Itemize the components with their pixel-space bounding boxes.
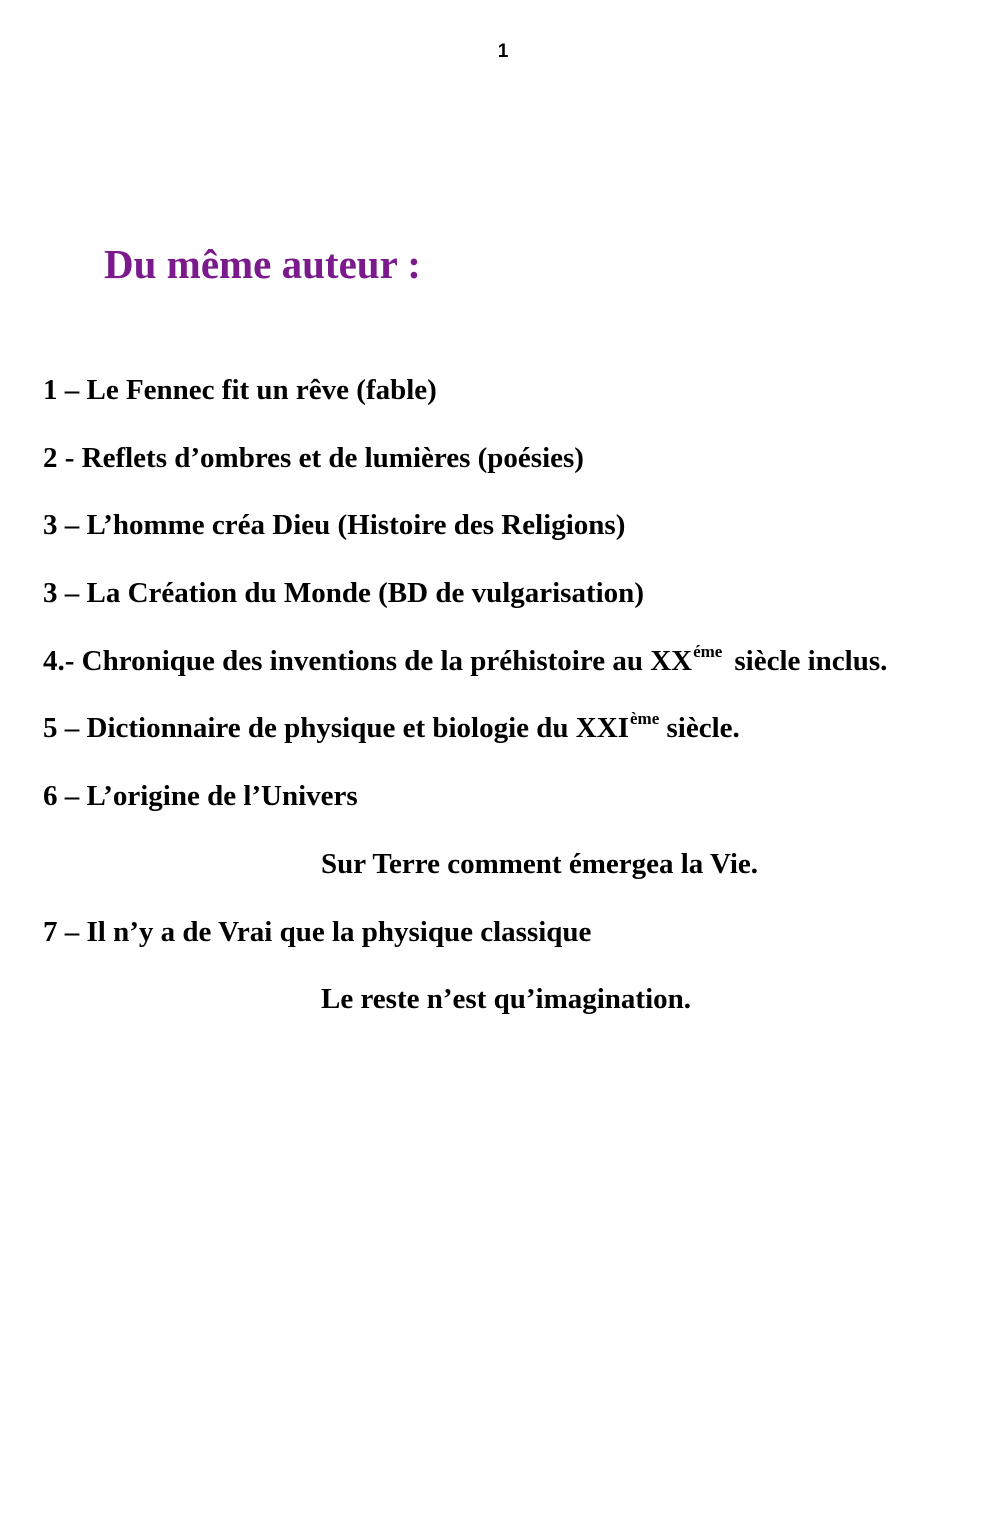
- book-item-6: 6 – L’origine de l’Univers: [43, 780, 358, 812]
- book-item-5: [43, 710, 740, 750]
- book-item-2: 2 - Reflets d’ombres et de lumières (poésies): [43, 442, 584, 474]
- book-item-5-text-end: siècle.: [659, 712, 740, 744]
- book-item-7-continuation: Le reste n’est qu’imagination.: [321, 983, 692, 1015]
- book-item-3: 3 – L’homme créa Dieu (Histoire des Religions): [43, 509, 626, 541]
- book-item-3b: 3 – La Création du Monde (BD de vulgarisation): [43, 577, 644, 609]
- book-item-6-continuation: Sur Terre comment émergea la Vie.: [321, 848, 759, 880]
- book-item-7: 7 – Il n’y a de Vrai que la physique classique: [43, 916, 592, 948]
- book-item-4-text: 4.- Chronique des inventions de la préhistoire au XX: [43, 645, 693, 677]
- book-item-5-text: 5 – Dictionnaire de physique et biologie du XXI: [43, 712, 629, 744]
- book-item-4-superscript: éme: [693, 642, 723, 661]
- book-item-1: 1 – Le Fennec fit un rêve (fable): [43, 374, 437, 406]
- book-item-4: [43, 643, 887, 683]
- book-item-4-text-end: siècle inclus.: [734, 645, 888, 677]
- page-title: Du même auteur :: [104, 241, 421, 287]
- page-number: 1: [497, 41, 509, 62]
- book-item-5-superscript: ème: [629, 709, 660, 728]
